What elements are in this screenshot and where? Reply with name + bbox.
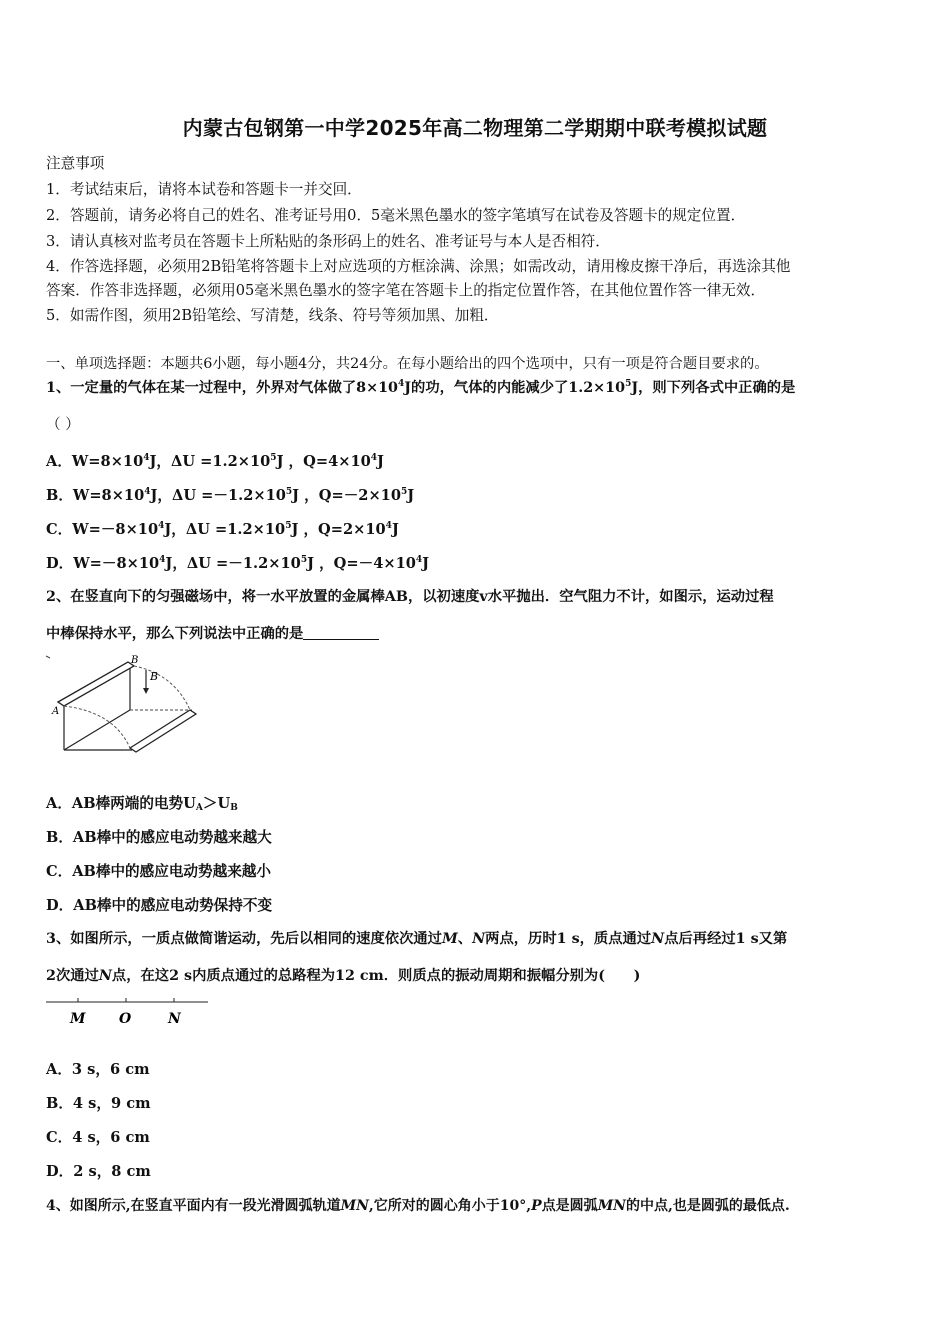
question-2-option-c: C．AB棒中的感应电动势越来越小: [46, 863, 271, 880]
point-n-label: N: [168, 1011, 181, 1027]
notice-heading: 注意事项: [46, 155, 105, 172]
field-b-label: B: [150, 670, 159, 683]
question-4-stem: 4、如图所示,在竖直平面内有一段光滑圆弧轨道MN,它所对的圆心角小于10°,P点是圆弧MN的中点,也是圆弧的最低点.: [46, 1198, 790, 1214]
question-1-option-c: C．$W=-8\times 10^4J$，$\Delta U =1.2\times 10^5J$ ，$Q=2\times 10^4J$: [46, 521, 399, 538]
falling-rod-diagram: [44, 652, 204, 756]
question-1-stem: 1、一定量的气体在某一过程中，外界对气体做了$8\times 10^4J$的功，气体的内能减少了$1.2\times 10^5J$，则下列各式中正确的是: [46, 379, 796, 396]
question-1-option-d: D．$W=-8\times 10^4J$，$\Delta U =-1.2\times 10^5J$ ，$Q=-4\times 10^4J$: [46, 555, 430, 572]
section-heading: 一、单项选择题：本题共6小题，每小题4分，共24分。在每小题给出的四个选项中，只有一项是符合题目要求的。: [46, 356, 769, 372]
answer-blank: [303, 627, 379, 640]
notice-item: 5．如需作图，须用2B铅笔绘、写清楚，线条、符号等须加黑、加粗．: [46, 307, 499, 324]
notice-item: 1．考试结束后，请将本试卷和答题卡一并交回．: [46, 181, 362, 198]
notice-item: 答案．作答非选择题，必须用05毫米黑色墨水的签字笔在答题卡上的指定位置作答，在其他位置作答一律无效．: [46, 282, 766, 299]
point-o-label: O: [119, 1011, 132, 1027]
oscillation-axis-diagram: [44, 994, 214, 1030]
question-2-option-a: A．AB棒两端的电势$U_A>U_B$: [46, 795, 238, 813]
question-3-option-c: C．4 s，6 cm: [46, 1129, 150, 1146]
question-3-option-b: B．4 s，9 cm: [46, 1095, 151, 1112]
question-3-stem-line1: 3、如图所示，一质点做简谐运动，先后以相同的速度依次通过M、N两点，历时1 s，质点通过N点后再经过1 s又第: [46, 931, 788, 947]
question-1-paren: （ ）: [46, 416, 80, 433]
question-1-option-a: A．$W=8\times 10^4J$，$\Delta U =1.2\times 10^5J$ ，$Q=4\times 10^4J$: [46, 453, 384, 470]
question-2-stem-line2: 中棒保持水平，那么下列说法中正确的是: [46, 623, 379, 643]
question-3-option-d: D．2 s，8 cm: [46, 1163, 151, 1180]
question-2-option-d: D．AB棒中的感应电动势保持不变: [46, 897, 273, 914]
question-3-option-a: A．3 s，6 cm: [46, 1061, 150, 1078]
question-2-stem-line1: 2、在竖直向下的匀强磁场中，将一水平放置的金属棒AB，以初速度v水平抛出．空气阻力不计，如图示，运动过程: [46, 589, 774, 605]
page-title: 内蒙古包钢第一中学2025年高二物理第二学期期中联考模拟试题: [182, 116, 768, 140]
point-m-label: M: [70, 1011, 86, 1027]
point-b-label: B: [131, 655, 139, 666]
notice-item: 3．请认真核对监考员在答题卡上所粘贴的条形码上的姓名、准考证号与本人是否相符．: [46, 233, 610, 250]
notice-item: 2．答题前，请务必将自己的姓名、准考证号用0．5毫米黑色墨水的签字笔填写在试卷及答题卡的规定位置．: [46, 207, 746, 224]
notice-item: 4．作答选择题，必须用2B铅笔将答题卡上对应选项的方框涂满、涂黑；如需改动，请用橡皮擦干净后，再选涂其他: [46, 258, 791, 275]
question-2-option-b: B．AB棒中的感应电动势越来越大: [46, 829, 272, 846]
question-1-option-b: B．$W=8\times 10^4J$，$\Delta U =-1.2\times 10^5J$ ，$Q=-2\times 10^5J$: [46, 487, 415, 504]
question-3-stem-line2: 2次通过N点，在这2 s内质点通过的总路程为12 cm．则质点的振动周期和振幅分别为( ): [46, 968, 641, 984]
point-a-label: A: [52, 706, 60, 717]
